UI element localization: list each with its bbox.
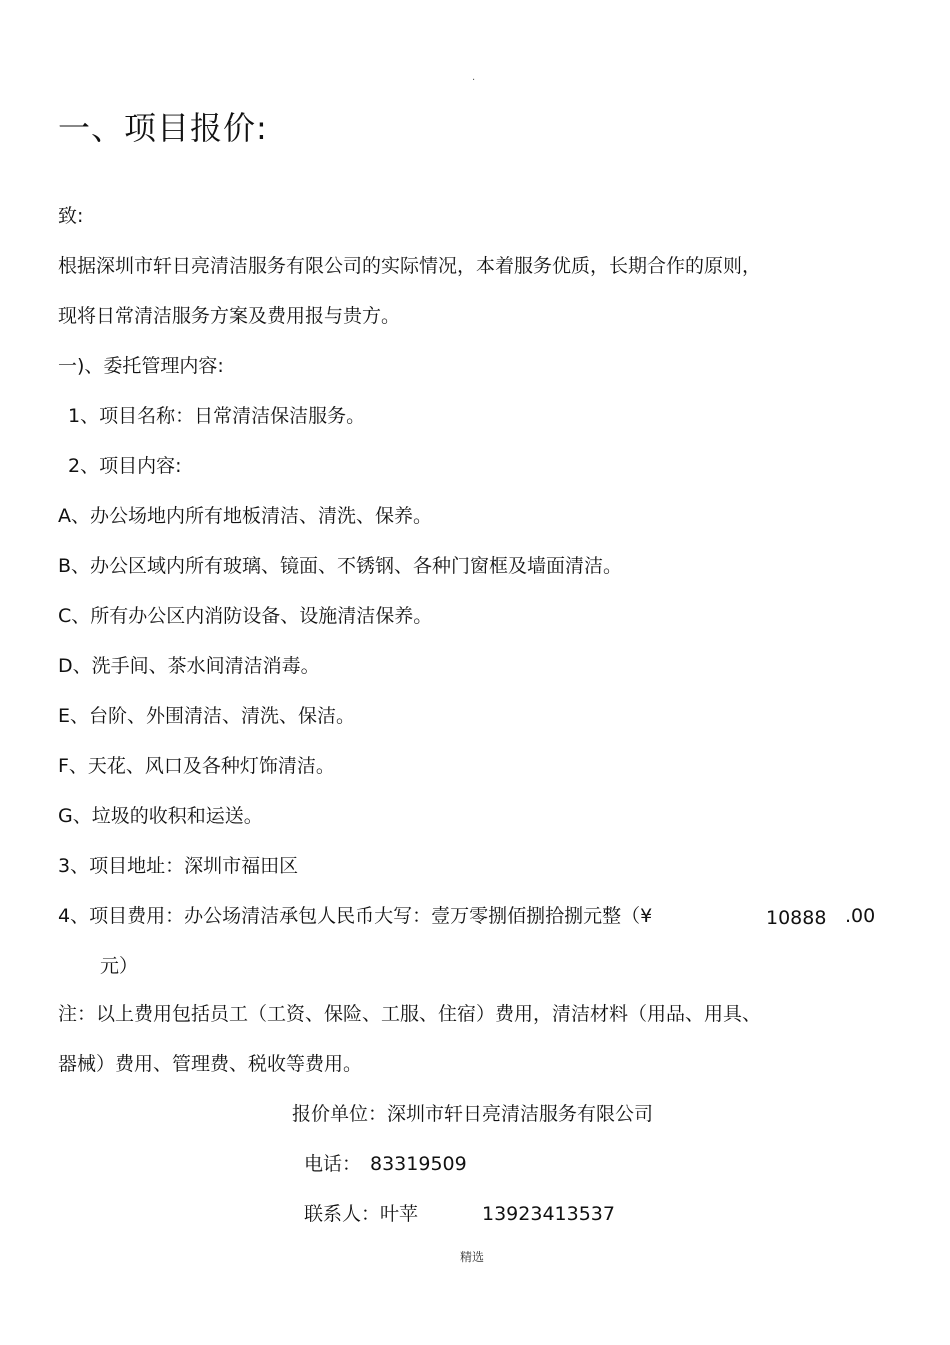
page-title: 一、项目报价:	[58, 109, 268, 147]
greeting: 致:	[58, 205, 84, 227]
note-line-2: 器械）费用、管理费、税收等费用。	[58, 1053, 363, 1075]
content-item: G、垃圾的收积和运送。	[58, 805, 263, 827]
header-mark: .	[472, 72, 476, 83]
intro-line-1: 根据深圳市轩日亮清洁服务有限公司的实际情况，本着服务优质，长期合作的原则，	[58, 255, 762, 277]
project-content-heading: 2、项目内容:	[68, 455, 182, 477]
content-item: D、洗手间、茶水间清洁消毒。	[58, 655, 320, 677]
note-line-1: 注：以上费用包括员工（工资、保险、工服、住宿）费用，清洁材料（用品、用具、	[58, 1003, 762, 1025]
content-item: F、天花、风口及各种灯饰清洁。	[58, 755, 335, 777]
page-footer: 精选	[460, 1250, 485, 1264]
quote-company: 报价单位：深圳市轩日亮清洁服务有限公司	[292, 1103, 654, 1125]
content-item: E、台阶、外围清洁、清洗、保洁。	[58, 705, 356, 727]
phone-label: 电话：	[304, 1153, 362, 1175]
content-item: A、办公场地内所有地板清洁、清洗、保养。	[58, 505, 432, 527]
contact-person: 联系人：叶苹	[304, 1203, 419, 1225]
project-name: 1、项目名称：日常清洁保洁服务。	[68, 405, 366, 427]
mobile-number: 13923413537	[482, 1203, 615, 1225]
content-item: C、所有办公区内消防设备、设施清洁保养。	[58, 605, 433, 627]
section-heading: 一)、委托管理内容:	[58, 355, 224, 377]
project-address: 3、项目地址：深圳市福田区	[58, 855, 299, 877]
intro-line-2: 现将日常清洁服务方案及费用报与贵方。	[58, 305, 401, 327]
fee-label: 4、项目费用：办公场清洁承包人民币大写：壹万零捌佰捌拾捌元整（¥	[58, 905, 653, 927]
phone-number: 83319509	[370, 1153, 467, 1175]
content-item: B、办公区域内所有玻璃、镜面、不锈钢、各种门窗框及墙面清洁。	[58, 555, 623, 577]
fee-amount: 10888	[766, 907, 827, 929]
fee-decimals: .00	[845, 905, 876, 927]
fee-unit: 元）	[100, 955, 139, 977]
